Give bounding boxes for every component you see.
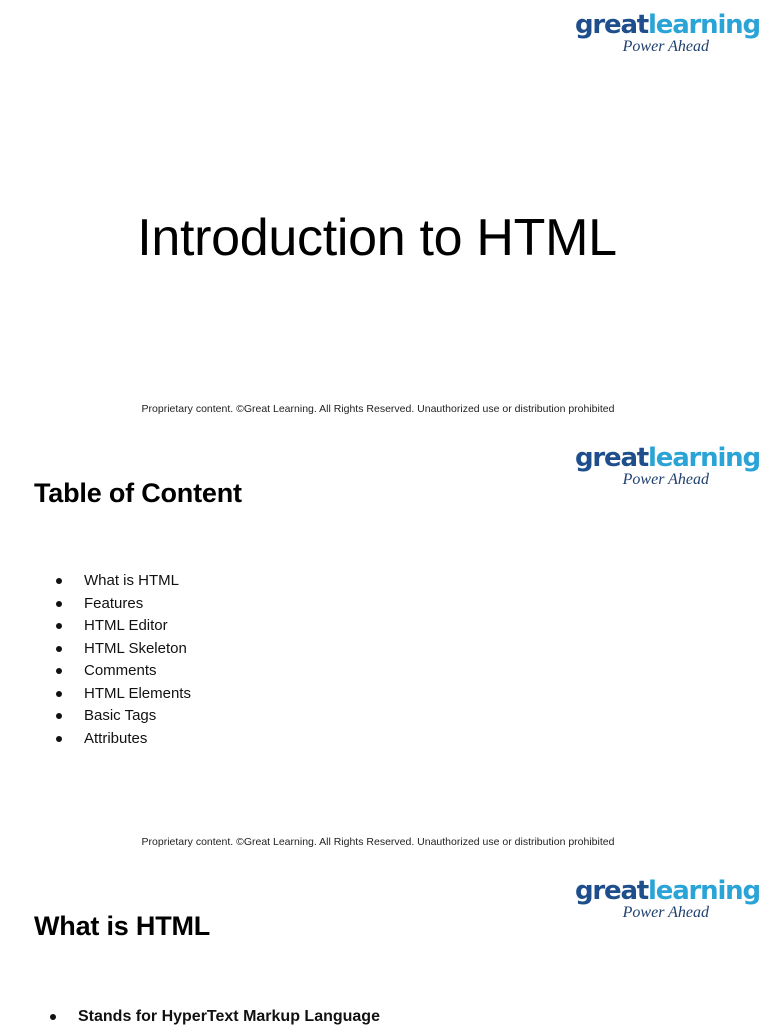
- bullet-icon: [50, 1014, 56, 1020]
- logo-word-great: great: [575, 10, 649, 40]
- list-item: [56, 570, 191, 593]
- list-item-text: Comments: [84, 662, 157, 679]
- bullet-icon: [56, 646, 62, 652]
- list-item-text: HTML Elements: [84, 684, 191, 702]
- bullet-icon: [56, 713, 62, 719]
- bullet-icon: [56, 691, 62, 697]
- list-item-text: Attributes: [84, 729, 148, 747]
- great-learning-logo: [575, 876, 760, 921]
- slide-what-is-html: [0, 866, 768, 1024]
- bullet-icon: [56, 736, 62, 742]
- logo-wordmark: [575, 876, 760, 906]
- slide-footer: Proprietary content. ©Great Learning. All Rights Reserved. Unauthorized use or distribution prohibited: [141, 403, 615, 415]
- logo-word-learning: learning: [648, 10, 760, 40]
- slide-footer: Proprietary content. ©Great Learning. All Rights Reserved. Unauthorized use or distribution prohibited: [141, 836, 615, 848]
- toc-list: [56, 570, 191, 750]
- list-item-text: HTML Editor: [84, 617, 168, 634]
- logo-wordmark: [575, 10, 760, 40]
- slide-table-of-content: [0, 433, 768, 866]
- great-learning-logo: [575, 443, 760, 488]
- list-item: [56, 593, 191, 616]
- bullet-icon: [56, 578, 62, 584]
- great-learning-logo: [575, 10, 760, 55]
- list-item: [50, 1006, 380, 1028]
- list-item: [56, 660, 191, 683]
- list-item: [56, 683, 191, 706]
- cover-title: Introduction to HTML: [137, 209, 617, 267]
- logo-tagline: Power Ahead: [622, 38, 709, 55]
- logo-word-learning: learning: [648, 876, 760, 906]
- list-item: [56, 615, 191, 638]
- list-item-text: Basic Tags: [84, 707, 157, 724]
- list-item: [56, 705, 191, 728]
- logo-tagline: Power Ahead: [622, 471, 709, 488]
- list-item-text: What is HTML: [84, 572, 180, 589]
- bullet-icon: [56, 623, 62, 629]
- bullet-icon: [56, 668, 62, 674]
- logo-tagline: Power Ahead: [622, 904, 709, 921]
- list-item: [56, 638, 191, 661]
- logo-word-great: great: [575, 443, 649, 473]
- list-item-text: Features: [84, 594, 144, 612]
- bullet-icon: [56, 601, 62, 607]
- logo-wordmark: [575, 443, 760, 473]
- what-is-html-list: [50, 1006, 380, 1028]
- logo-word-great: great: [575, 876, 649, 906]
- list-item-text: Stands for HyperText Markup Language: [78, 1008, 380, 1025]
- list-item-text: HTML Skeleton: [84, 639, 187, 657]
- slide-cover: [0, 0, 768, 433]
- logo-word-learning: learning: [648, 443, 760, 473]
- list-item: [56, 728, 191, 751]
- slide-heading: What is HTML: [34, 911, 211, 941]
- slide-heading: Table of Content: [34, 478, 242, 508]
